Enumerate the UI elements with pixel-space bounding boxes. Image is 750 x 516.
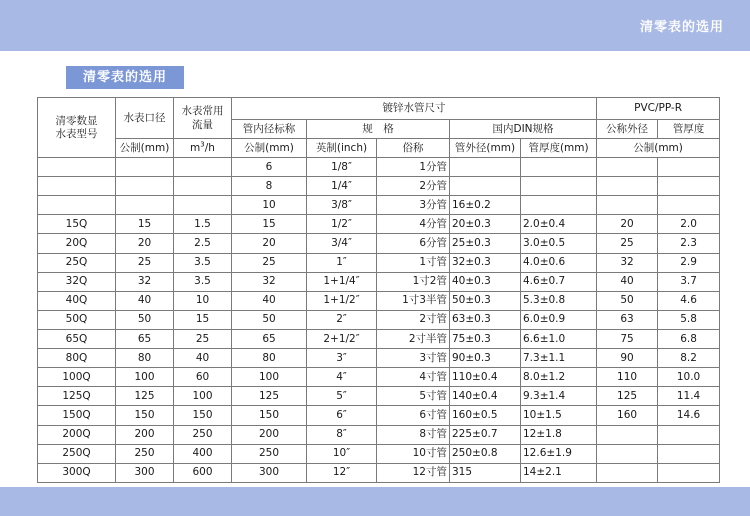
cell-common-name: 1寸2管 [377, 272, 450, 291]
cell-inner-diameter: 25 [232, 253, 307, 272]
cell-meter-model [38, 158, 116, 177]
cell-flow: 150 [174, 406, 232, 425]
cell-din-wall: 12.6±1.9 [521, 444, 597, 463]
cell-caliber: 32 [116, 272, 174, 291]
cell-meter-model: 200Q [38, 425, 116, 444]
cell-caliber: 25 [116, 253, 174, 272]
table-row [38, 234, 720, 253]
cell-caliber: 200 [116, 425, 174, 444]
cell-inch-spec: 1+1/2″ [307, 291, 377, 310]
cell-din-wall: 4.0±0.6 [521, 253, 597, 272]
top-banner [0, 0, 750, 51]
cell-outer-diameter: 16±0.2 [450, 196, 521, 215]
cell-meter-model: 150Q [38, 406, 116, 425]
cell-pvc-wall: 11.4 [658, 387, 720, 406]
cell-common-name: 8寸管 [377, 425, 450, 444]
cell-pvc-nominal: 50 [597, 291, 658, 310]
table-row [38, 253, 720, 272]
cell-flow: 100 [174, 387, 232, 406]
cell-din-wall: 4.6±0.7 [521, 272, 597, 291]
cell-inner-diameter: 10 [232, 196, 307, 215]
cell-meter-model: 100Q [38, 368, 116, 387]
cell-common-name: 1寸管 [377, 253, 450, 272]
cell-inch-spec: 1/4″ [307, 177, 377, 196]
cell-inch-spec: 1/2″ [307, 215, 377, 234]
cell-din-wall: 12±1.8 [521, 425, 597, 444]
cell-pvc-wall: 10.0 [658, 368, 720, 387]
cell-inch-spec: 12″ [307, 463, 377, 482]
header-meter-caliber: 水表口径 [116, 98, 174, 139]
meter-selection-table [37, 97, 720, 483]
cell-caliber: 250 [116, 444, 174, 463]
cell-common-name: 10寸管 [377, 444, 450, 463]
cell-meter-model: 125Q [38, 387, 116, 406]
cell-din-wall [521, 177, 597, 196]
cell-flow: 3.5 [174, 253, 232, 272]
table-row [38, 387, 720, 406]
cell-din-wall: 2.0±0.4 [521, 215, 597, 234]
table-row [38, 406, 720, 425]
table-row [38, 310, 720, 329]
unit-inner-mm: 公制(mm) [232, 139, 307, 158]
cell-outer-diameter: 90±0.3 [450, 349, 521, 368]
cell-inch-spec: 5″ [307, 387, 377, 406]
cell-caliber: 40 [116, 291, 174, 310]
cell-flow: 40 [174, 349, 232, 368]
cell-flow: 1.5 [174, 215, 232, 234]
cell-caliber: 65 [116, 329, 174, 348]
cell-caliber: 50 [116, 310, 174, 329]
cell-flow: 2.5 [174, 234, 232, 253]
cell-flow [174, 177, 232, 196]
cell-outer-diameter [450, 177, 521, 196]
cell-pvc-wall [658, 444, 720, 463]
cell-inch-spec: 1+1/4″ [307, 272, 377, 291]
cell-meter-model: 40Q [38, 291, 116, 310]
cell-caliber [116, 177, 174, 196]
cell-meter-model [38, 177, 116, 196]
cell-inch-spec: 3/8″ [307, 196, 377, 215]
cell-pvc-nominal: 125 [597, 387, 658, 406]
cell-meter-model: 80Q [38, 349, 116, 368]
cell-inner-diameter: 15 [232, 215, 307, 234]
header-common-name: 俗称 [377, 139, 450, 158]
cell-caliber: 125 [116, 387, 174, 406]
cell-caliber: 20 [116, 234, 174, 253]
table-row [38, 329, 720, 348]
cell-flow: 10 [174, 291, 232, 310]
cell-pvc-nominal: 25 [597, 234, 658, 253]
cell-pvc-nominal: 20 [597, 215, 658, 234]
cell-outer-diameter: 50±0.3 [450, 291, 521, 310]
cell-flow: 600 [174, 463, 232, 482]
cell-outer-diameter: 32±0.3 [450, 253, 521, 272]
cell-caliber: 100 [116, 368, 174, 387]
cell-inner-diameter: 8 [232, 177, 307, 196]
cell-pvc-nominal: 63 [597, 310, 658, 329]
cell-pvc-nominal: 40 [597, 272, 658, 291]
section-title: 清零表的选用 [66, 66, 184, 89]
cell-common-name: 6寸管 [377, 406, 450, 425]
cell-pvc-nominal: 75 [597, 329, 658, 348]
header-wall-mm: 管厚度(mm) [521, 139, 597, 158]
cell-pvc-nominal [597, 444, 658, 463]
cell-common-name: 3寸管 [377, 349, 450, 368]
cell-pvc-wall: 6.8 [658, 329, 720, 348]
cell-din-wall: 9.3±1.4 [521, 387, 597, 406]
cell-din-wall: 8.0±1.2 [521, 368, 597, 387]
cell-caliber: 15 [116, 215, 174, 234]
cell-meter-model [38, 196, 116, 215]
cell-flow: 15 [174, 310, 232, 329]
cell-inner-diameter: 32 [232, 272, 307, 291]
cell-inch-spec: 1/8″ [307, 158, 377, 177]
cell-pvc-wall: 4.6 [658, 291, 720, 310]
header-outer-diameter: 管外径(mm) [450, 139, 521, 158]
cell-common-name: 1分管 [377, 158, 450, 177]
cell-inch-spec: 2+1/2″ [307, 329, 377, 348]
cell-outer-diameter [450, 158, 521, 177]
cell-common-name: 4分管 [377, 215, 450, 234]
cell-meter-model: 65Q [38, 329, 116, 348]
cell-caliber: 80 [116, 349, 174, 368]
cell-inner-diameter: 50 [232, 310, 307, 329]
cell-meter-model: 25Q [38, 253, 116, 272]
cell-pvc-nominal: 32 [597, 253, 658, 272]
cell-outer-diameter: 40±0.3 [450, 272, 521, 291]
cell-din-wall: 6.6±1.0 [521, 329, 597, 348]
table-row [38, 158, 720, 177]
table-row [38, 368, 720, 387]
cell-flow: 3.5 [174, 272, 232, 291]
cell-pvc-wall [658, 177, 720, 196]
header-meter-model: 清零数显水表型号 [38, 98, 116, 158]
cell-din-wall: 14±2.1 [521, 463, 597, 482]
cell-caliber [116, 158, 174, 177]
cell-common-name: 2分管 [377, 177, 450, 196]
cell-flow [174, 158, 232, 177]
cell-pvc-wall [658, 196, 720, 215]
cell-inch-spec: 2″ [307, 310, 377, 329]
table-row [38, 425, 720, 444]
cell-inch-spec: 4″ [307, 368, 377, 387]
header-galvanized-pipe: 镀锌水管尺寸 [232, 98, 597, 120]
cell-inch-spec: 8″ [307, 425, 377, 444]
cell-common-name: 1寸3半管 [377, 291, 450, 310]
cell-inch-spec: 3″ [307, 349, 377, 368]
cell-outer-diameter: 110±0.4 [450, 368, 521, 387]
cell-caliber [116, 196, 174, 215]
cell-inner-diameter: 150 [232, 406, 307, 425]
cell-common-name: 2寸半管 [377, 329, 450, 348]
cell-flow: 250 [174, 425, 232, 444]
table-row [38, 444, 720, 463]
cell-pvc-nominal: 160 [597, 406, 658, 425]
cell-flow: 60 [174, 368, 232, 387]
table-row [38, 272, 720, 291]
cell-inner-diameter: 65 [232, 329, 307, 348]
cell-inner-diameter: 250 [232, 444, 307, 463]
cell-inner-diameter: 125 [232, 387, 307, 406]
cell-pvc-nominal [597, 463, 658, 482]
cell-outer-diameter: 75±0.3 [450, 329, 521, 348]
unit-caliber-mm: 公制(mm) [116, 139, 174, 158]
cell-inner-diameter: 80 [232, 349, 307, 368]
cell-common-name: 5寸管 [377, 387, 450, 406]
cell-outer-diameter: 25±0.3 [450, 234, 521, 253]
table-row [38, 463, 720, 482]
cell-inch-spec: 10″ [307, 444, 377, 463]
cell-flow: 25 [174, 329, 232, 348]
cell-outer-diameter: 225±0.7 [450, 425, 521, 444]
cell-meter-model: 250Q [38, 444, 116, 463]
cell-common-name: 12寸管 [377, 463, 450, 482]
table-body [38, 158, 720, 483]
cell-caliber: 300 [116, 463, 174, 482]
cell-pvc-wall [658, 425, 720, 444]
cell-pvc-nominal: 110 [597, 368, 658, 387]
cell-inch-spec: 6″ [307, 406, 377, 425]
header-meter-flow: 水表常用 流量 [174, 98, 232, 139]
header-nominal-diameter: 公称外径 [597, 120, 658, 139]
table-header [38, 98, 720, 158]
unit-inch: 英制(inch) [307, 139, 377, 158]
cell-meter-model: 50Q [38, 310, 116, 329]
bottom-banner [0, 487, 750, 516]
cell-outer-diameter: 140±0.4 [450, 387, 521, 406]
cell-common-name: 3分管 [377, 196, 450, 215]
cell-outer-diameter: 20±0.3 [450, 215, 521, 234]
cell-pvc-nominal: 90 [597, 349, 658, 368]
cell-din-wall: 6.0±0.9 [521, 310, 597, 329]
cell-inner-diameter: 40 [232, 291, 307, 310]
cell-pvc-wall: 5.8 [658, 310, 720, 329]
cell-common-name: 6分管 [377, 234, 450, 253]
header-inner-diameter: 管内径标称 [232, 120, 307, 139]
cell-caliber: 150 [116, 406, 174, 425]
cell-pvc-wall: 3.7 [658, 272, 720, 291]
cell-din-wall: 10±1.5 [521, 406, 597, 425]
cell-flow: 400 [174, 444, 232, 463]
cell-meter-model: 15Q [38, 215, 116, 234]
cell-din-wall: 3.0±0.5 [521, 234, 597, 253]
table-row [38, 291, 720, 310]
cell-pvc-wall: 14.6 [658, 406, 720, 425]
cell-pvc-wall: 2.9 [658, 253, 720, 272]
cell-outer-diameter: 315 [450, 463, 521, 482]
cell-pvc-wall [658, 158, 720, 177]
cell-inner-diameter: 20 [232, 234, 307, 253]
cell-common-name: 4寸管 [377, 368, 450, 387]
cell-inner-diameter: 200 [232, 425, 307, 444]
cell-outer-diameter: 160±0.5 [450, 406, 521, 425]
cell-inner-diameter: 6 [232, 158, 307, 177]
unit-pvc-mm: 公制(mm) [597, 139, 720, 158]
cell-pvc-wall [658, 463, 720, 482]
cell-meter-model: 20Q [38, 234, 116, 253]
cell-pvc-nominal [597, 425, 658, 444]
table-row [38, 215, 720, 234]
cell-pvc-nominal [597, 196, 658, 215]
table-row [38, 196, 720, 215]
cell-outer-diameter: 63±0.3 [450, 310, 521, 329]
cell-outer-diameter: 250±0.8 [450, 444, 521, 463]
header-spec: 规 格 [307, 120, 450, 139]
cell-inch-spec: 1″ [307, 253, 377, 272]
cell-din-wall [521, 196, 597, 215]
cell-pvc-nominal [597, 177, 658, 196]
cell-inner-diameter: 100 [232, 368, 307, 387]
cell-flow [174, 196, 232, 215]
cell-pvc-wall: 2.0 [658, 215, 720, 234]
banner-title: 清零表的选用 [639, 20, 724, 35]
cell-din-wall: 5.3±0.8 [521, 291, 597, 310]
table-row [38, 177, 720, 196]
cell-din-wall [521, 158, 597, 177]
header-din: 国内DIN规格 [450, 120, 597, 139]
cell-meter-model: 300Q [38, 463, 116, 482]
cell-pvc-wall: 2.3 [658, 234, 720, 253]
cell-common-name: 2寸管 [377, 310, 450, 329]
cell-pvc-nominal [597, 158, 658, 177]
unit-flow: $m^3/h$ [174, 139, 232, 158]
header-wall-thickness: 管厚度 [658, 120, 720, 139]
cell-inch-spec: 3/4″ [307, 234, 377, 253]
cell-meter-model: 32Q [38, 272, 116, 291]
cell-pvc-wall: 8.2 [658, 349, 720, 368]
cell-inner-diameter: 300 [232, 463, 307, 482]
cell-din-wall: 7.3±1.1 [521, 349, 597, 368]
table-row [38, 349, 720, 368]
header-pvc: PVC/PP-R [597, 98, 720, 120]
